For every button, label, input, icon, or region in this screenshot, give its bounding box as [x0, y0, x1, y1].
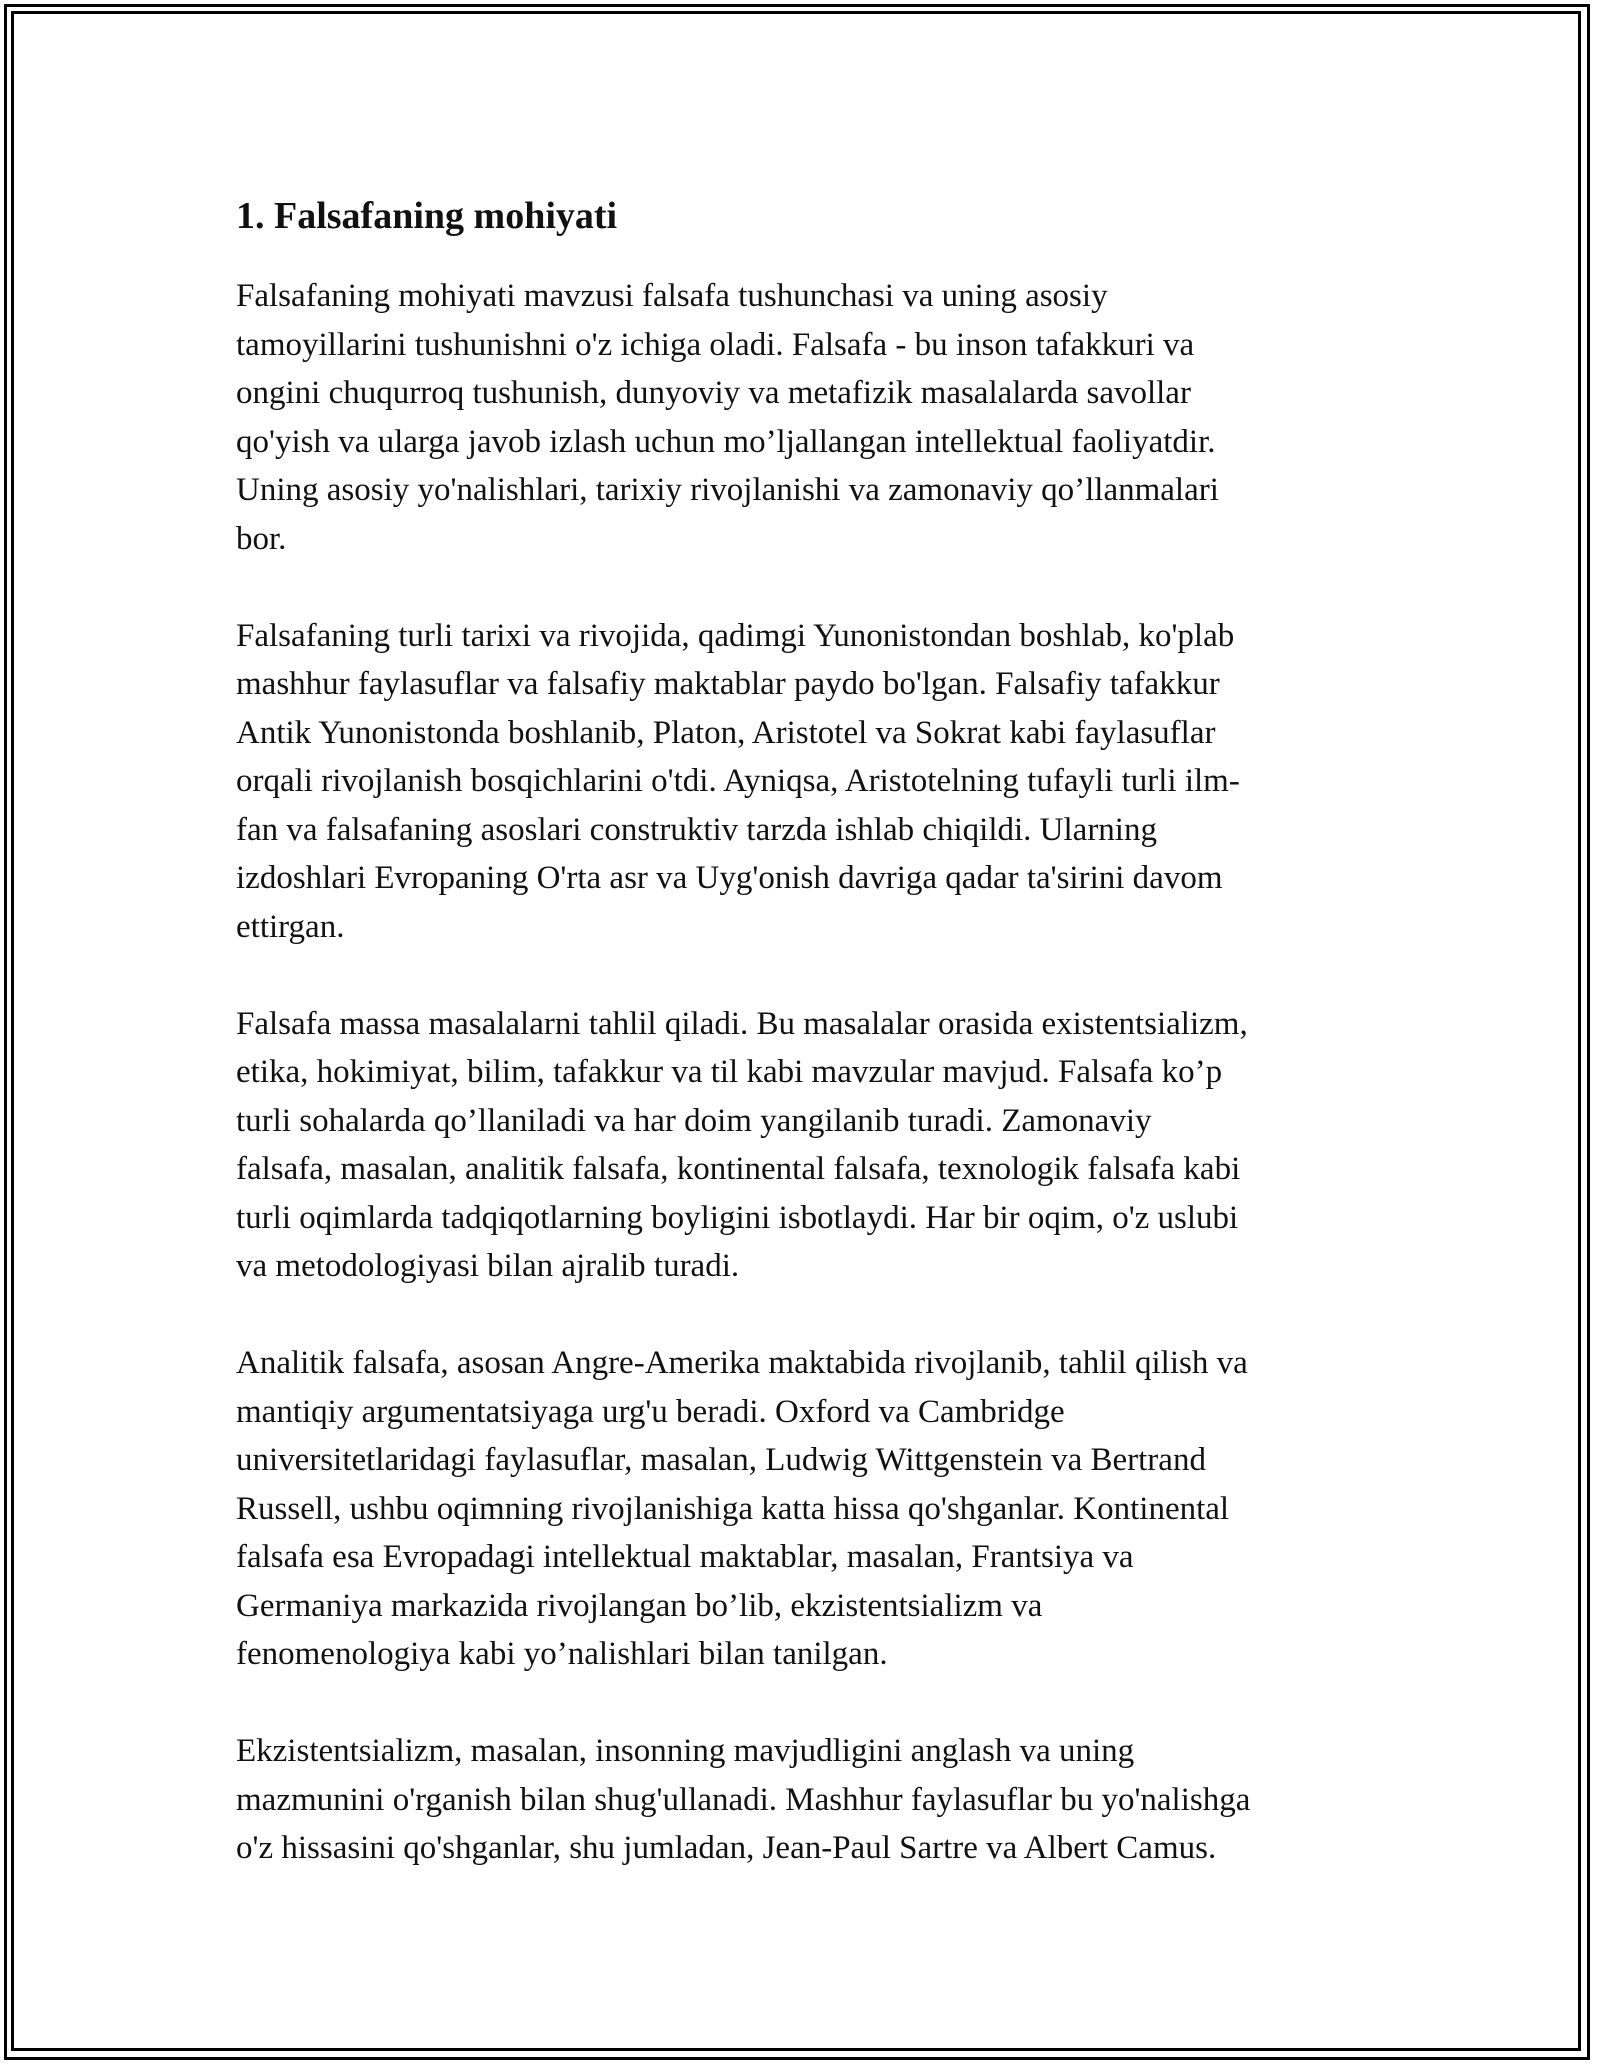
- paragraph-5: Ekzistentsializm, masalan, insonning mavjudligini anglash va uning mazmunini o'rganish bilan shug'ullanadi. Mashhur faylasuflar bu yo'nalishga o'z hissasini qo'shganlar, shu jumladan, Jean-Paul Sartre va Albert Camus.: [236, 1733, 1251, 1866]
- paragraph-3: Falsafa massa masalalarni tahlil qiladi. Bu masalalar orasida existentsializm, etika, hokimiyat, bilim, tafakkur va til kabi mavzular mavjud. Falsafa ko’p turli sohalarda qo’llaniladi va har doim yangilanib turadi. Zamonaviy falsafa, masalan, analitik falsafa, kontinental falsafa, texnologik falsafa kabi turli oqimlarda tadqiqotlarning boyligini isbotlaydi. Har bir oqim, o'z uslubi va metodologiyasi bilan ajralib turadi.: [236, 1005, 1248, 1284]
- document-body: [236, 188, 1371, 1921]
- section-title: 1. Falsafaning mohiyati: [236, 195, 618, 237]
- paragraph-2: Falsafaning turli tarixi va rivojida, qadimgi Yunonistondan boshlab, ko'plab mashhur faylasuflar va falsafiy maktablar paydo bo'lgan. Falsafiy tafakkur Antik Yunonistonda boshlanib, Platon, Aristotel va Sokrat kabi faylasuflar orqali rivojlanish bosqichlarini o'tdi. Ayniqsa, Aristotelning tufayli turli ilm- fan va falsafaning asoslari construktiv tarzda ishlab chiqildi. Ularning izdoshlari Evropaning O'rta asr va Uyg'onish davriga qadar ta'sirini davom ettirgan.: [236, 617, 1240, 945]
- paragraph-4: Analitik falsafa, asosan Angre-Amerika maktabida rivojlanib, tahlil qilish va mantiqiy argumentatsiyaga urg'u beradi. Oxford va Cambridge universitetlaridagi faylasuflar, masalan, Ludwig Wittgenstein va Bertrand Russell, ushbu oqimning rivojlanishiga katta hissa qo'shganlar. Kontinental falsafa esa Evropadagi intellektual maktablar, masalan, Frantsiya va Germaniya markazida rivojlangan bo’lib, ekzistentsializm va fenomenologiya kabi yo’nalishlari bilan tanilgan.: [236, 1345, 1248, 1672]
- paragraph-1: Falsafaning mohiyati mavzusi falsafa tushunchasi va uning asosiy tamoyillarini tushunishni o'z ichiga oladi. Falsafa - bu inson tafakkuri va ongini chuqurroq tushunish, dunyoviy va metafizik masalalarda savollar qo'yish va ularga javob izlash uchun mo’ljallangan intellektual faoliyatdir. Uning asosiy yo'nalishlari, tarixiy rivojlanishi va zamonaviy qo’llanmalari bor.: [236, 278, 1219, 557]
